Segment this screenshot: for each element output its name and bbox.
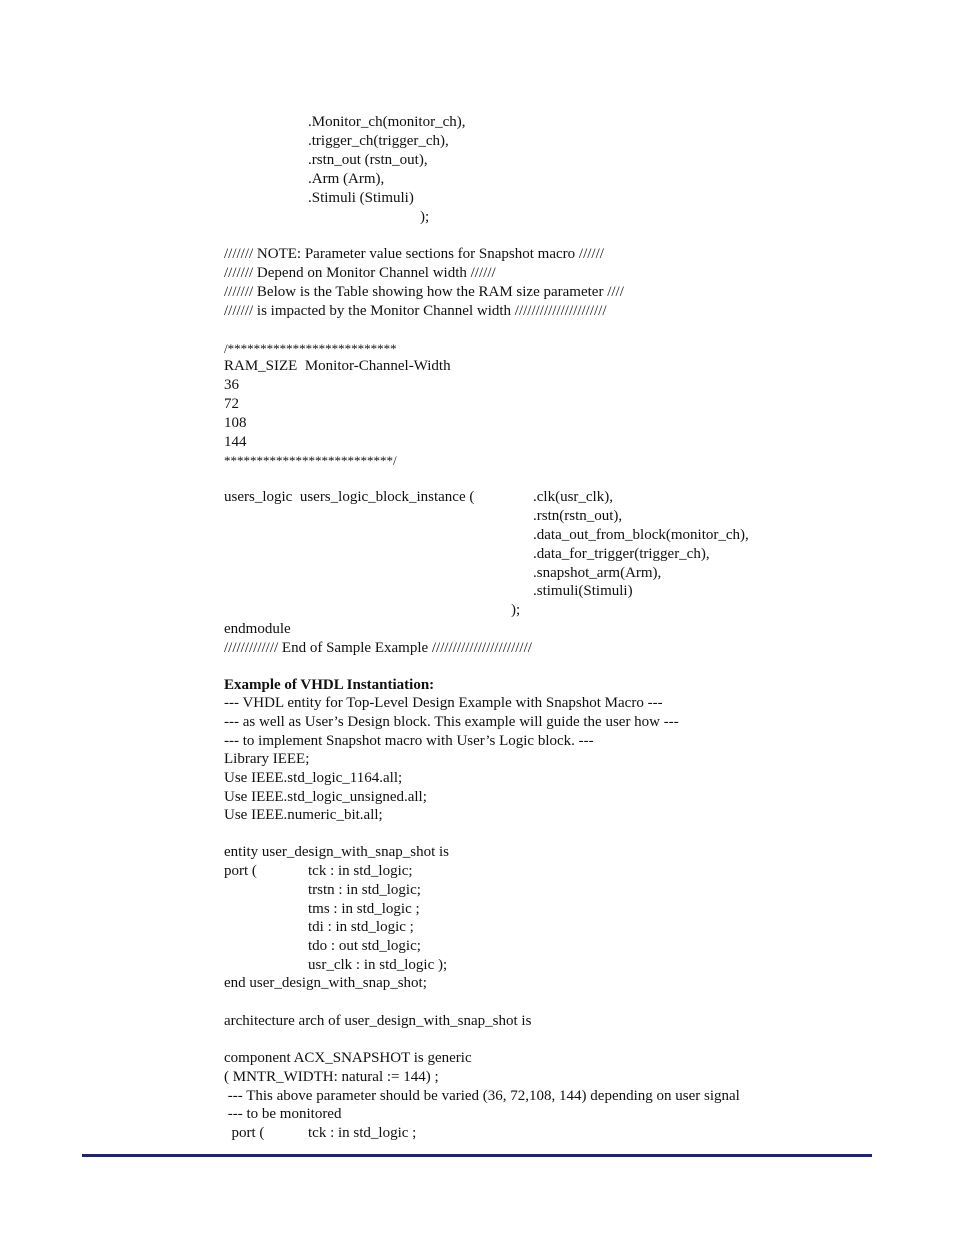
footer-rule [82, 1154, 872, 1157]
generic-line: ( MNTR_WIDTH: natural := 144) ; [224, 1069, 439, 1085]
architecture-line: architecture arch of user_design_with_snap_shot is [224, 1013, 532, 1029]
inst-arg: .snapshot_arm(Arm), [533, 565, 662, 581]
library-line: Library IEEE; [224, 751, 310, 767]
component-line: component ACX_SNAPSHOT is generic [224, 1050, 472, 1066]
ram-value: 36 [224, 377, 239, 393]
inst-arg: .data_for_trigger(trigger_ch), [533, 546, 710, 562]
port-decl: tck : in std_logic; [308, 863, 413, 879]
port-keyword: port ( [224, 863, 257, 879]
note-line: /////// Below is the Table showing how the RAM size parameter //// [224, 284, 624, 300]
comment-close: **************************/ [224, 453, 397, 468]
inst-arg: .data_out_from_block(monitor_ch), [533, 527, 749, 543]
use-line: Use IEEE.numeric_bit.all; [224, 807, 383, 823]
ram-value: 144 [224, 434, 247, 450]
port-decl: tms : in std_logic ; [308, 901, 420, 917]
param-comment: --- to be monitored [224, 1106, 342, 1122]
note-line: /////// is impacted by the Monitor Channel width ////////////////////// [224, 303, 607, 319]
use-line: Use IEEE.std_logic_1164.all; [224, 770, 403, 786]
top-arg-arm: .Arm (Arm), [308, 171, 385, 187]
ram-value: 72 [224, 396, 239, 412]
param-comment: --- This above parameter should be varied (36, 72,108, 144) depending on user signal [224, 1088, 740, 1104]
ram-table-header: RAM_SIZE Monitor-Channel-Width [224, 358, 451, 374]
comment-open: /************************** [224, 341, 397, 356]
note-line: /////// NOTE: Parameter value sections for Snapshot macro ////// [224, 246, 604, 262]
port-decl: tdo : out std_logic; [308, 938, 421, 954]
vhdl-heading: Example of VHDL Instantiation: [224, 677, 435, 693]
inst-arg: .stimuli(Stimuli) [533, 583, 633, 599]
use-line: Use IEEE.std_logic_unsigned.all; [224, 789, 427, 805]
port-decl: trstn : in std_logic; [308, 882, 421, 898]
top-arg-trigger-ch: .trigger_ch(trigger_ch), [308, 133, 449, 149]
inst-arg: .clk(usr_clk), [533, 489, 613, 505]
vhdl-comment: --- VHDL entity for Top-Level Design Example with Snapshot Macro --- [224, 695, 663, 711]
end-sample-comment: ///////////// End of Sample Example //////////////////////// [224, 640, 532, 656]
instance-head: users_logic users_logic_block_instance ( [224, 489, 475, 505]
top-arg-stimuli: .Stimuli (Stimuli) [308, 190, 414, 206]
top-arg-rstn-out: .rstn_out (rstn_out), [308, 152, 428, 168]
endmodule-keyword: endmodule [224, 621, 291, 637]
vhdl-comment: --- as well as User’s Design block. This example will guide the user how --- [224, 714, 679, 730]
component-port-keyword: port ( [224, 1125, 265, 1141]
inst-close-paren: ); [511, 602, 521, 618]
end-entity-line: end user_design_with_snap_shot; [224, 975, 427, 991]
component-port-decl: tck : in std_logic ; [308, 1125, 417, 1141]
vhdl-comment: --- to implement Snapshot macro with User’s Logic block. --- [224, 733, 594, 749]
top-arg-monitor-ch: .Monitor_ch(monitor_ch), [308, 114, 466, 130]
top-close-paren: ); [420, 209, 430, 225]
entity-line: entity user_design_with_snap_shot is [224, 844, 449, 860]
note-line: /////// Depend on Monitor Channel width ////// [224, 265, 496, 281]
port-decl: usr_clk : in std_logic ); [308, 957, 448, 973]
ram-value: 108 [224, 415, 247, 431]
inst-arg: .rstn(rstn_out), [533, 508, 623, 524]
port-decl: tdi : in std_logic ; [308, 919, 414, 935]
